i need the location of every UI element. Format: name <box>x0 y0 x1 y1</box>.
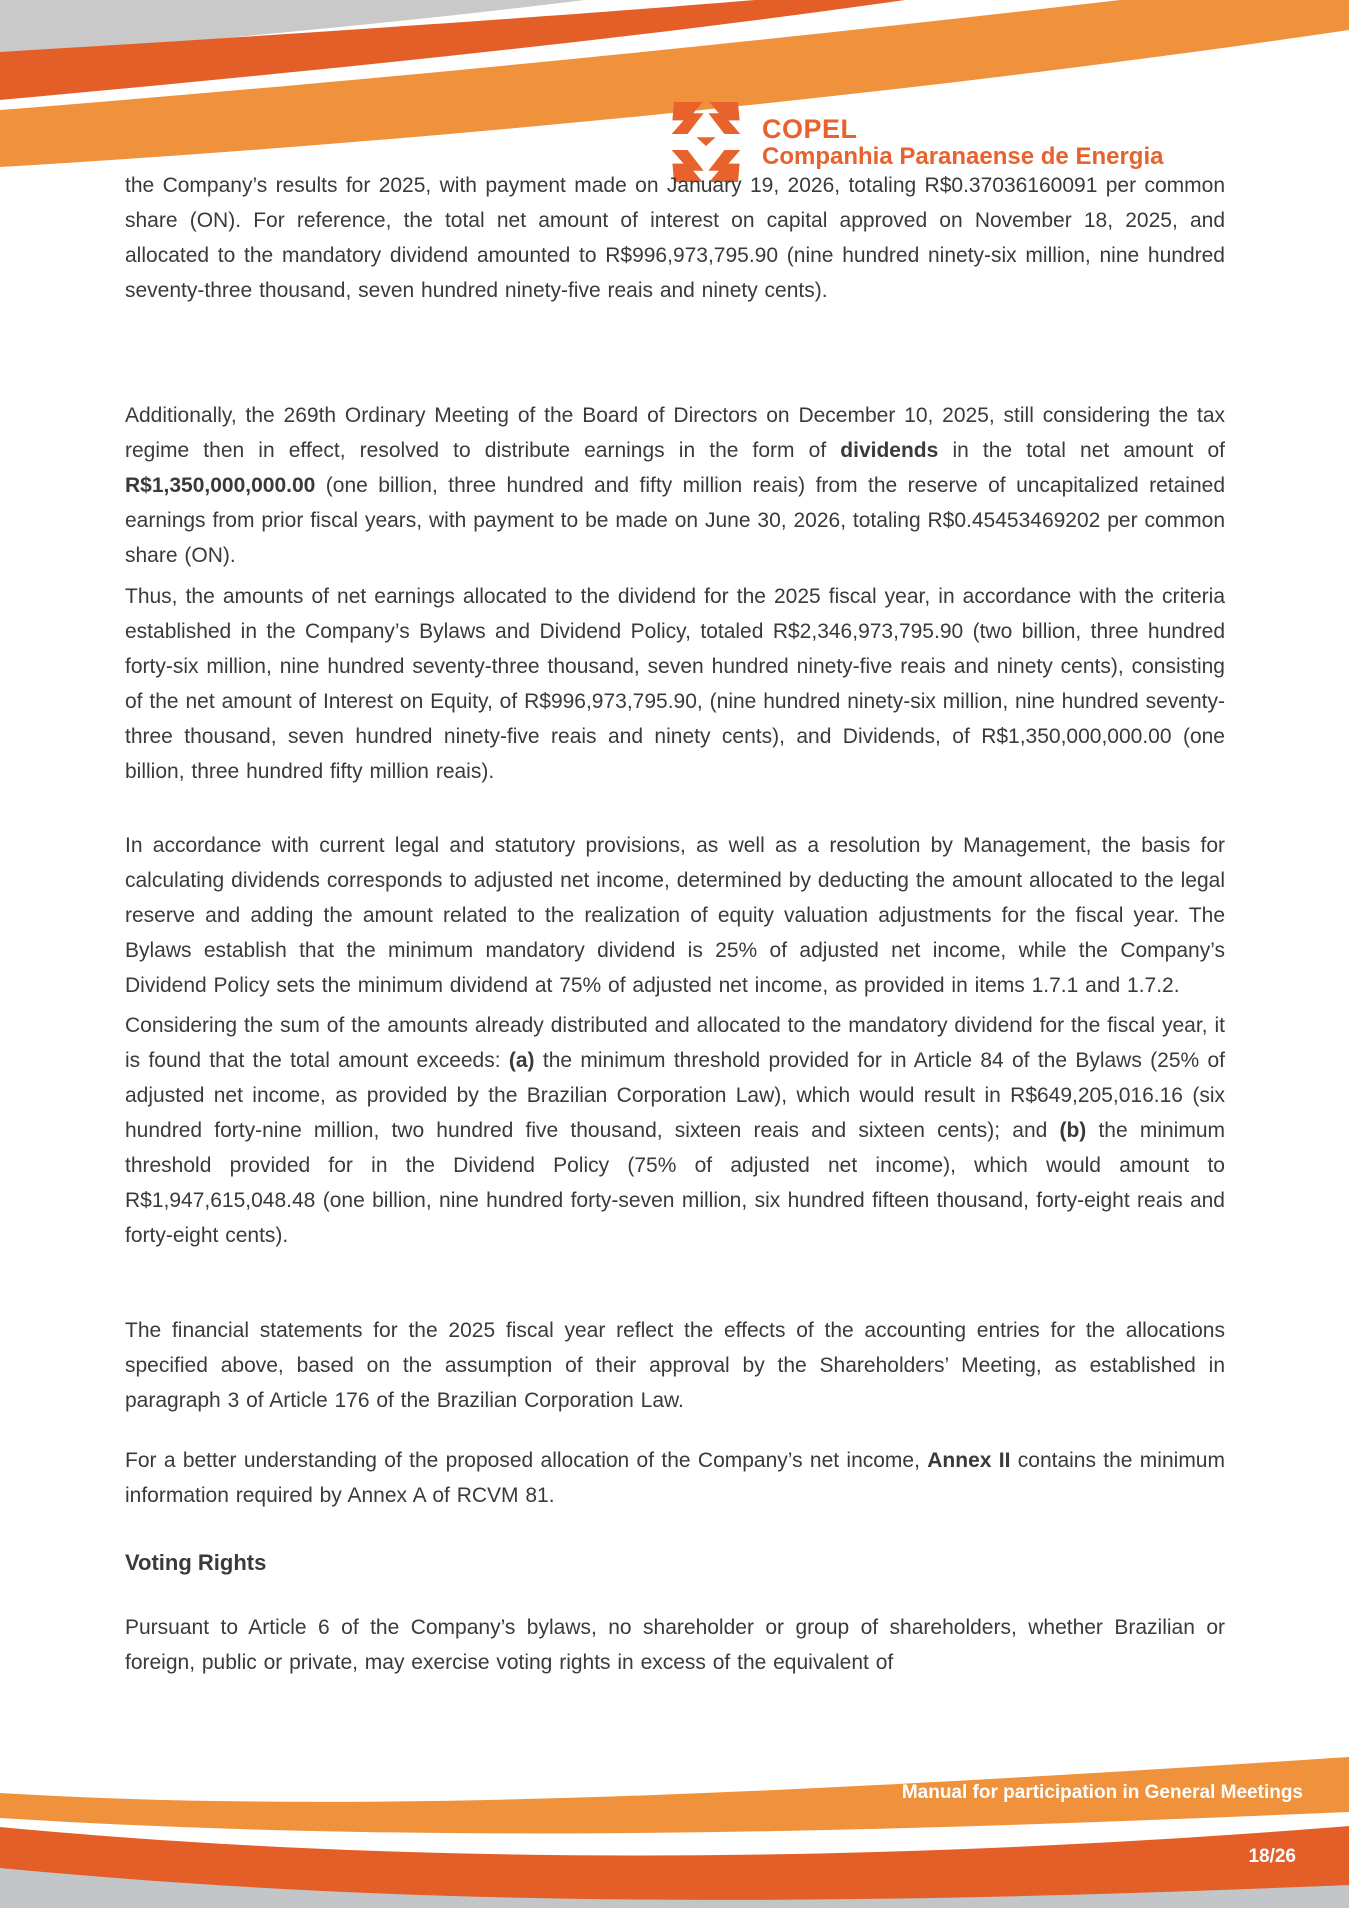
document-body <box>125 168 1225 1680</box>
paragraph-annex-ii: For a better understanding of the proposed allocation of the Company’s net income, Annex II contains the minimum information required by Annex A of RCVM 81. <box>125 1449 1225 1507</box>
copel-logo-subtitle: Companhia Paranaense de Energia <box>762 143 1164 171</box>
paragraph-financial-statements: The financial statements for the 2025 fiscal year reflect the effects of the accounting entries for the allocations specified above, based on the assumption of their approval by the Shareholders’ Meeting, as established in paragraph 3 of Article 176 of the Brazilian Corporation Law. <box>125 1319 1225 1412</box>
copel-logo-text <box>762 100 1163 171</box>
footer-manual-label: Manual for participation in General Meetings <box>901 1782 1303 1803</box>
footer-decoration <box>0 1700 1349 1908</box>
paragraph-dividends-resolution: Additionally, the 269th Ordinary Meeting of the Board of Directors on December 10, 2025, still considering the tax regime then in effect, resolved to distribute earnings in the form of dividends in the total net amount of R$1,350,000,000.00 (one billion, three hundred and fifty million reais) from the reserve of uncapitalized retained earnings from prior fiscal years, with payment to be made on June 30, 2026, totaling R$0.45453469202 per common share (ON). <box>125 404 1225 567</box>
paragraph-minimum-thresholds: Considering the sum of the amounts already distributed and allocated to the mandatory dividend for the fiscal year, it is found that the total amount exceeds: (a) the minimum threshold provided for in Article 84 of the Bylaws (25% of adjusted net income, as provided by the Brazilian Corporation Law), which would result in R$649,205,016.16 (six hundred forty-nine million, two hundred five thousand, sixteen reais and sixteen cents); and (b) the minimum threshold provided for in the Dividend Policy (75% of adjusted net income), which would amount to R$1,947,615,048.48 (one billion, nine hundred forty-seven million, six hundred fifteen thousand, forty-eight reais and forty-eight cents). <box>125 1014 1225 1247</box>
paragraph-total-dividend-amounts: Thus, the amounts of net earnings allocated to the dividend for the 2025 fiscal year, in accordance with the criteria established in the Company’s Bylaws and Dividend Policy, totaled R$2,346,973,795.90 (two billion, three hundred forty-six million, nine hundred seventy-three thousand, seven hundred ninety-five reais and ninety cents), consisting of the net amount of Interest on Equity, of R$996,973,795.90, (nine hundred ninety-six million, nine hundred seventy-three thousand, seven hundred ninety-five reais and ninety cents), and Dividends, of R$1,350,000,000.00 (one billion, three hundred fifty million reais). <box>125 585 1225 783</box>
paragraph-voting-rights: Pursuant to Article 6 of the Company’s bylaws, no shareholder or group of shareholders, whether Brazilian or foreign, public or private, may exercise voting rights in excess of the equivalent of <box>125 1616 1225 1674</box>
paragraph-interest-on-capital: the Company’s results for 2025, with payment made on January 19, 2026, totaling R$0.37036160091 per common share (ON). For reference, the total net amount of interest on capital approved on November 18, 2025, and allocated to the mandatory dividend amounted to R$996,973,795.90 (nine hundred ninety-six million, nine hundred seventy-three thousand, seven hundred ninety-five reais and ninety cents). <box>125 174 1225 302</box>
paragraph-dividend-calculation-basis: In accordance with current legal and statutory provisions, as well as a resolution by Management, the basis for calculating dividends corresponds to adjusted net income, determined by deducting the amount allocated to the legal reserve and adding the amount related to the realization of equity valuation adjustments for the fiscal year. The Bylaws establish that the minimum mandatory dividend is 25% of adjusted net income, while the Company’s Dividend Policy sets the minimum dividend at 75% of adjusted net income, as provided in items 1.7.1 and 1.7.2. <box>125 834 1225 997</box>
voting-rights-heading: Voting Rights <box>125 1550 267 1575</box>
footer-page-number: 18/26 <box>1248 1846 1296 1867</box>
copel-logo-name: COPEL <box>762 114 858 144</box>
